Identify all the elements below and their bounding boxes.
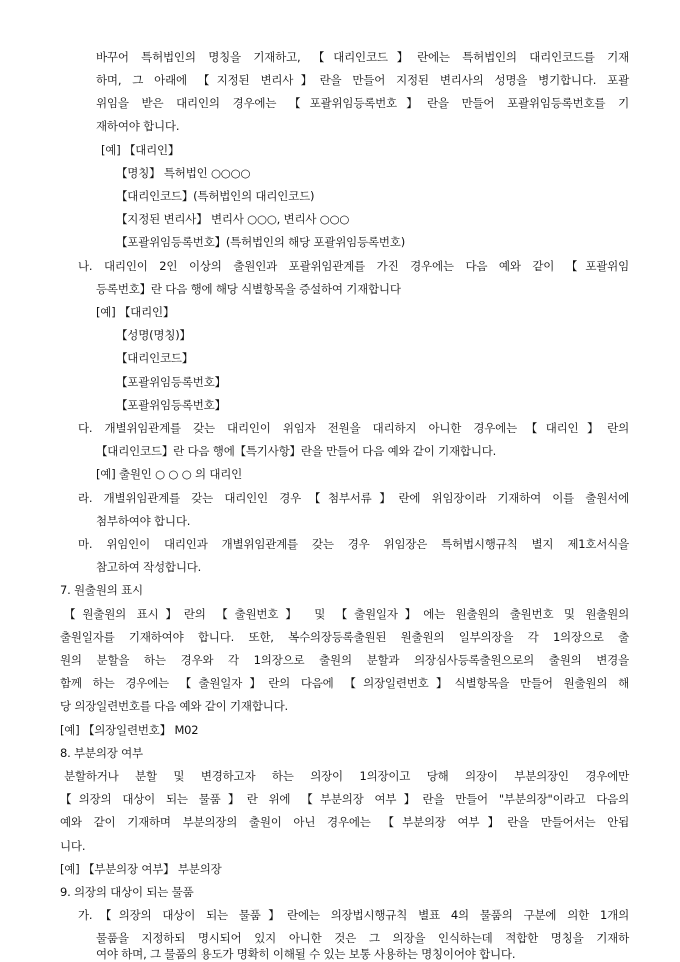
- text-line: 함께 하는 경우에는 【출원일자】란의 다음에 【의장일련번호】식별항목을 만들어 원출원의 해: [60, 676, 629, 690]
- text-line: 물품을 지정하되 명시되어 있지 아니한 것은 그 의장을 인식하는데 적합한 명칭을 기재하: [96, 931, 629, 945]
- text-line: 분할하거나 분할 및 변경하고자 하는 의장이 1의장이고 당해 의장이 부분의장인 경우에만: [64, 769, 629, 783]
- text-line: 바꾸어 특허법인의 명칭을 기재하고, 【대리인코드】란에는 특허법인의 대리인코드를 기재: [96, 50, 629, 64]
- example-label: [예] 【대리인】: [96, 305, 175, 319]
- text-line: 당 의장일련번호를 다음 예와 같이 기재합니다.: [60, 699, 289, 713]
- example-item: 【성명(명칭)】: [116, 328, 191, 342]
- section-heading: 7. 원출원의 표시: [60, 583, 143, 597]
- text-line: 예와 같이 기재하며 부분의장의 출원이 아닌 경우에는 【부분의장 여부】란을 만들어서는 안됩: [60, 815, 629, 829]
- text-line: 【원출원의 표시】란의 【출원번호】 및 【출원일자】에는 원출원의 출원번호 및 원출원의: [64, 607, 629, 621]
- text-line: 다. 개별위임관계를 갖는 대리인이 위임자 전원을 대리하지 아니한 경우에는【대리인】란의: [78, 421, 629, 435]
- section-heading: 8. 부분의장 여부: [60, 746, 143, 760]
- text-line: 첨부하여야 합니다.: [96, 514, 191, 528]
- text-line: 여야 하며, 그 물품의 용도가 명확히 이해될 수 있는 보통 사용하는 명칭이어야 합니다.: [96, 947, 516, 961]
- example-item: 【포괄위임등록번호】: [116, 375, 226, 389]
- text-line: 등록번호】란 다음 행에 해당 식별항목을 증설하여 기재합니다: [96, 282, 401, 296]
- text-line: 니다.: [60, 839, 86, 853]
- example-item: 【지정된 변리사】 변리사 ○○○, 변리사 ○○○: [116, 212, 350, 226]
- text-line: 출원일자를 기재하여야 합니다. 또한, 복수의장등록출원된 원출원의 일부의장을 각 1의장으로 출: [60, 630, 629, 644]
- text-line: 참고하여 작성합니다.: [96, 560, 202, 574]
- text-line: 나. 대리인이 2인 이상의 출원인과 포괄위임관계를 가진 경우에는 다음 예와 같이 【포괄위임: [78, 259, 629, 273]
- example-item: 【명칭】 특허법인 ○○○○: [116, 166, 251, 180]
- example-item: 【포괄위임등록번호】(특허법인의 해당 포괄위임등록번호): [116, 235, 405, 249]
- text-line: 가.【의장의 대상이 되는 물품】란에는 의장법시행규칙 별표 4의 물품의 구분에 의한 1개의: [78, 908, 629, 922]
- example-label: [예] 출원인 ○ ○ ○ 의 대리인: [96, 467, 243, 481]
- text-line: 【의장의 대상이 되는 물품】란 위에 【부분의장 여부】란을 만들어 "부분의장"이라고 다음의: [60, 792, 629, 806]
- example-label: [예] 【의장일련번호】 M02: [60, 723, 199, 737]
- text-line: 라. 개별위임관계를 갖는 대리인인 경우【첨부서류】란에 위임장이라 기재하여 이를 출원서에: [78, 491, 629, 505]
- section-heading: 9. 의장의 대상이 되는 물품: [60, 885, 194, 899]
- example-label: [예] 【대리인】: [101, 143, 180, 157]
- example-item: 【대리인코드】: [116, 351, 194, 365]
- example-item: 【대리인코드】(특허법인의 대리인코드): [116, 189, 315, 203]
- text-line: 재하여야 합니다.: [96, 119, 180, 133]
- example-item: 【포괄위임등록번호】: [116, 398, 226, 412]
- text-line: 【대리인코드】란 다음 행에【특기사항】란을 만들어 다음 예와 같이 기재합니다.: [96, 444, 497, 458]
- example-label: [예] 【부분의장 여부】 부분의장: [60, 862, 222, 876]
- text-line: 하며, 그 아래에 【지정된 변리사】란을 만들어 지정된 변리사의 성명을 병기합니다. 포괄: [96, 73, 629, 87]
- text-line: 마. 위임인이 대리인과 개별위임관계를 갖는 경우 위임장은 특허법시행규칙 별지 제1호서식을: [78, 537, 629, 551]
- text-line: 원의 분할을 하는 경우와 각 1의장으로 출원의 분할과 의장심사등록출원으로의 출원의 변경을: [60, 653, 629, 667]
- text-line: 위임을 받은 대리인의 경우에는 【포괄위임등록번호】란을 만들어 포괄위임등록번호를 기: [96, 96, 629, 110]
